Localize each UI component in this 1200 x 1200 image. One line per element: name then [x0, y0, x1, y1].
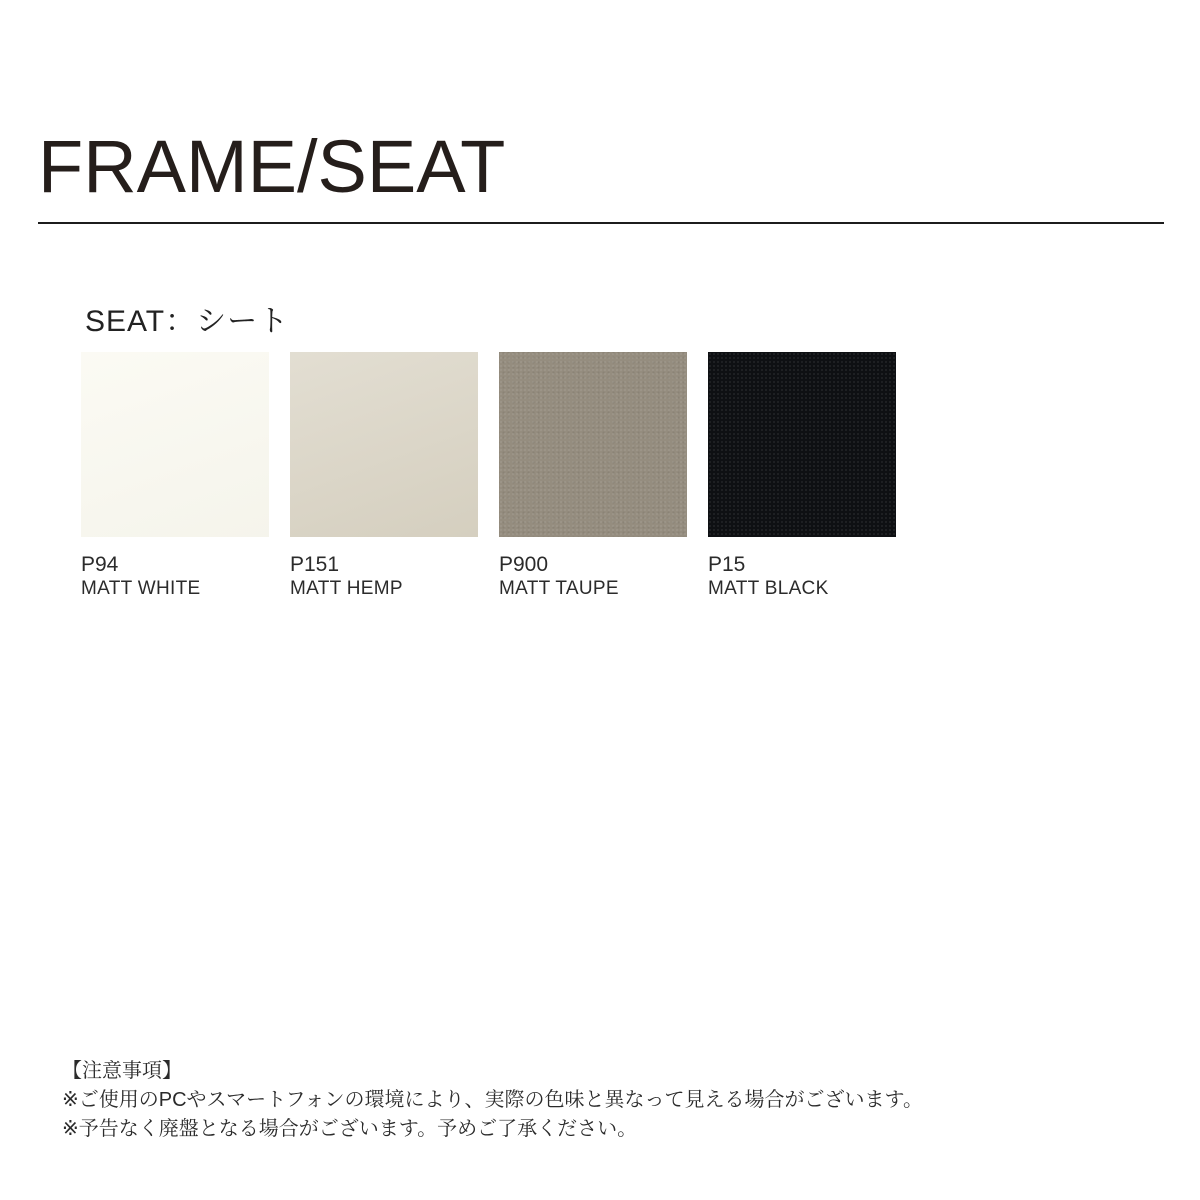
- title-divider: [38, 222, 1164, 224]
- seat-section-label: SEAT：シート: [85, 305, 290, 338]
- swatch-color-matt-black: [708, 352, 896, 537]
- swatch-matt-taupe: [499, 352, 687, 599]
- swatch-matt-hemp: [290, 352, 478, 599]
- note-discontinuation: ※予告なく廃盤となる場合がございます。予めご了承ください。: [62, 1118, 638, 1140]
- swatch-code: P15: [708, 553, 746, 576]
- swatch-color-matt-taupe: [499, 352, 687, 537]
- cautionary-notes: [62, 1057, 923, 1144]
- swatch-color-matt-hemp: [290, 352, 478, 537]
- swatch-color-matt-white: [81, 352, 269, 537]
- note-color-difference: ※ご使用のPCやスマートフォンの環境により、実際の色味と異なって見える場合がございます。: [62, 1089, 923, 1111]
- swatch-name: MATT BLACK: [708, 578, 829, 600]
- swatch-name: MATT TAUPE: [499, 578, 619, 600]
- notes-heading: 【注意事項】: [62, 1060, 182, 1082]
- swatch-matt-white: [81, 352, 269, 599]
- swatch-name: MATT WHITE: [81, 578, 201, 600]
- swatch-code: P94: [81, 553, 119, 576]
- swatch-code: P151: [290, 553, 340, 576]
- seat-swatch-row: [81, 352, 896, 599]
- page-title: FRAME/SEAT: [38, 125, 506, 208]
- swatch-code: P900: [499, 553, 549, 576]
- swatch-name: MATT HEMP: [290, 578, 403, 600]
- swatch-matt-black: [708, 352, 896, 599]
